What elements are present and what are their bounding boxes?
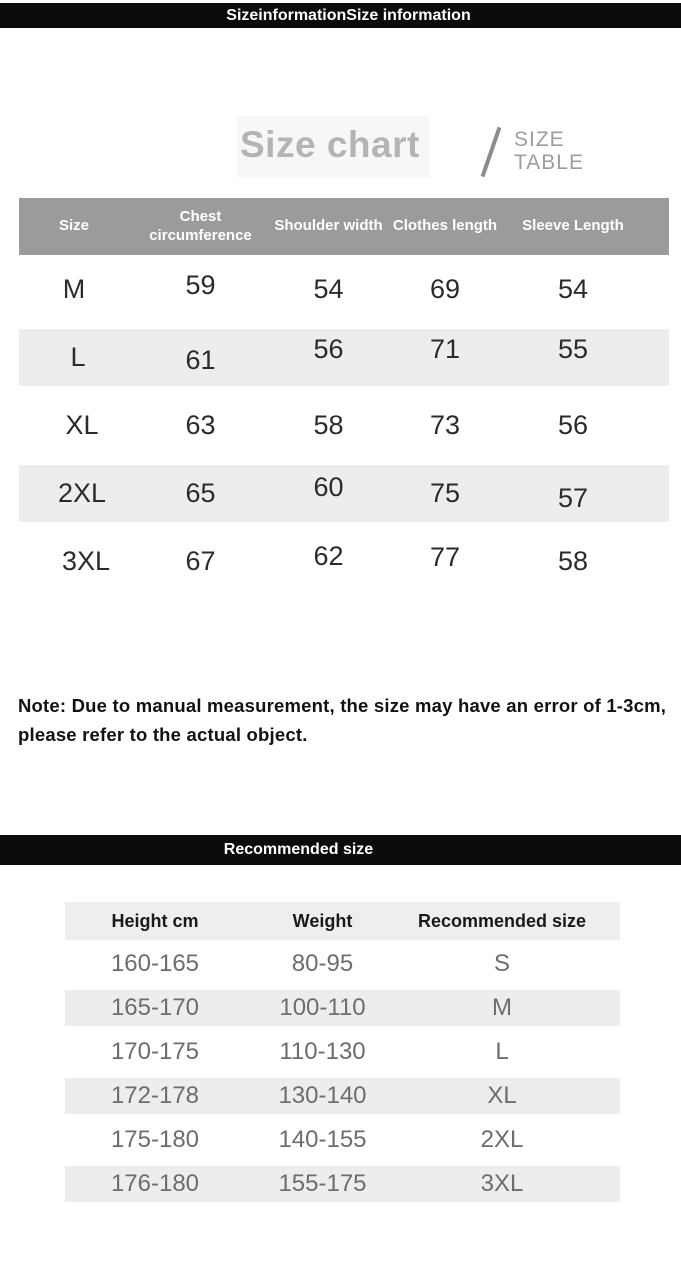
shoulder-value: 60 [313,472,344,502]
table-row [65,1074,620,1118]
column-header-height: Height cm [111,910,199,931]
clothes-value: 73 [429,409,461,440]
measurement-note-line2: please refer to the actual object. [18,724,308,745]
height-value: 160-165 [110,950,200,977]
weight-value: 80-95 [291,950,354,977]
table-row-3xl [19,527,669,595]
height-value: 170-175 [110,1038,200,1065]
shoulder-value: 56 [313,334,344,364]
height-value: 165-170 [110,994,200,1021]
recommended-size-table [65,902,620,1206]
shoulder-value: 62 [313,540,344,571]
recommended-size-banner [0,835,681,865]
column-header-size: Size [58,217,89,235]
chest-value: 65 [185,478,216,508]
sleeve-value: 55 [557,334,589,364]
size-label: L [70,342,86,372]
chest-value: 59 [185,269,216,300]
size-chart-table-body [19,255,669,595]
table-row [65,1030,620,1074]
recommended-size-table-body [65,942,620,1206]
size-table-subtitle [514,128,584,174]
weight-value: 130-140 [278,1082,367,1109]
weight-value: 100-110 [279,994,366,1021]
table-row-2xl [19,459,669,527]
sleeve-value: 58 [557,545,589,576]
table-row [65,942,620,986]
slash-divider-icon [481,127,502,177]
recommended-size-value: 2XL [480,1126,524,1153]
shoulder-value: 58 [313,409,344,440]
clothes-value: 77 [429,541,461,572]
table-row [65,986,620,1030]
size-label: 2XL [57,478,107,508]
sleeve-value: 56 [557,409,589,440]
table-row [65,1162,620,1206]
chest-value: 63 [185,409,216,440]
height-value: 175-180 [110,1126,200,1153]
table-row [65,1118,620,1162]
sleeve-value: 57 [557,483,589,513]
table-row-m [19,255,669,323]
size-table-subtitle-line2: TABLE [514,151,584,174]
recommended-size-banner-label: Recommended size [223,841,374,858]
weight-value: 155-175 [278,1170,367,1197]
recommended-size-value: L [495,1038,509,1065]
height-value: 172-178 [110,1082,200,1109]
size-chart-title: Size chart [240,124,420,165]
table-row-xl [19,391,669,459]
column-header-clothes: Clothes length [392,217,498,235]
weight-value: 110-130 [279,1038,366,1065]
chest-value: 61 [185,345,216,375]
column-header-sleeve: Sleeve Length [522,217,624,235]
chest-value: 67 [185,545,216,576]
measurement-note-line1: Note: Due to manual measurement, the size may have an error of 1-3cm, [18,695,667,716]
sleeve-value: 54 [557,273,589,304]
size-chart-table-header [19,198,669,255]
recommended-size-value: S [493,950,510,977]
column-header-shoulder: Shoulder width [274,217,383,235]
recommended-size-value: 3XL [480,1170,524,1197]
clothes-value: 69 [429,273,461,304]
size-table-subtitle-line1: SIZE [514,128,565,151]
column-header-weight: Weight [292,910,353,931]
size-label: 3XL [61,545,111,576]
column-header-recommended: Recommended size [417,910,587,931]
recommended-size-table-header [65,902,620,940]
size-label: XL [65,409,99,440]
column-header-chest: Chest circumference [149,207,252,244]
clothes-value: 71 [429,334,461,364]
shoulder-value: 54 [313,273,344,304]
recommended-size-value: XL [487,1082,517,1109]
table-row-l [19,323,669,391]
weight-value: 140-155 [278,1126,367,1153]
measurement-note [18,691,668,749]
recommended-size-value: M [492,994,512,1021]
size-chart-table [19,198,669,595]
size-label: M [62,273,86,304]
size-information-banner [0,3,681,28]
size-information-banner-label: SizeinformationSize information [226,6,471,24]
height-value: 176-180 [110,1170,200,1197]
clothes-value: 75 [429,478,461,508]
